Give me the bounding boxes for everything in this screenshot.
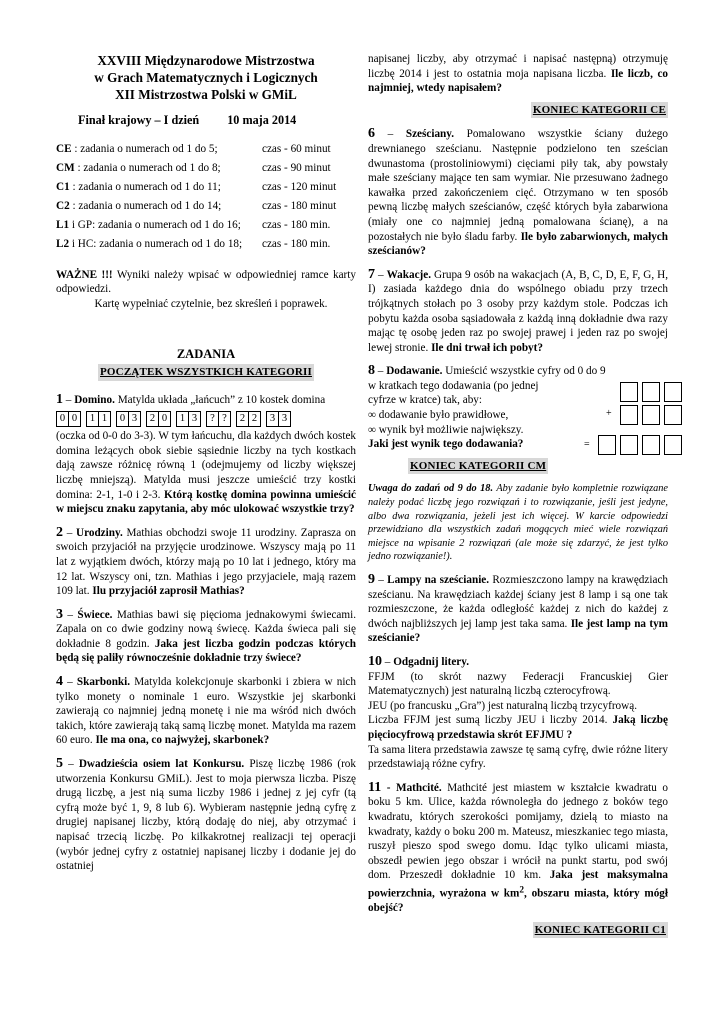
problem-8: 8 – Dodawanie. Umieścić wszystkie cyfry od 0 do 9 w kratkach tego dodawania (po jednej cyfrze w kratce) tak, aby: ∞ dodawanie było prawidłowe, ∞ wynik był możliwie największy. Jaki jest wynik tego dodawania? + = <box>368 364 668 452</box>
domino-tile-unknown: ? ? <box>206 411 231 427</box>
digit-box <box>664 405 682 425</box>
end-ce-banner: KONIEC KATEGORII CE <box>531 102 668 119</box>
title-line-1: XXVIII Międzynarodowe Mistrzostwa <box>97 53 315 68</box>
category-row: CE : zadania o numerach od 1 do 5; czas - 60 minut <box>56 142 331 155</box>
end-c1-banner: KONIEC KATEGORII C1 <box>533 922 668 939</box>
problem-6: 6 – Sześciany. Pomalowano wszystkie ściany dużego drewnianego sześcianu. Następnie podzielono ten sześcian dwunastoma (prostoliniowymi) cięciami piły tak, aby powstały małe sześciany mające ten sam wymiar. Nie przesuwano żadnego kawałka przed zakończeniem cięć. Otrzymano w ten sposób pewną liczbę małych sześcianów, część których była zabarwiona (miały one co najmniej jedną pomalowana ścianę), a na pozostałych nie było śladu farby. Ile było zabarwionych, małych sześcianów? <box>368 126 668 258</box>
domino-tile: 3 3 <box>266 411 291 427</box>
problem-11: 11 - Mathcité. Mathcité jest miastem w kształcie kwadratu o boku 5 km. Ulice, każda równoległa do jednego z boków tego kwadratu, których szerokości pomijamy, dzielą to miasto na kwadraty, każdy o boku 200 m. Mateusz, mieszkaniec tego miasta, ruszył pieszo spod swego domu. Idąc tylko ulicami miasta, obszedł pewien jego obszar i wrócił na punkt startu, pod swój dom. Przeszedł dokładnie 10 km. Jaka jest maksymalna powierzchnia, wyrażona w $km^2$, obszaru miasta, który mógł obejść? <box>368 779 668 915</box>
problem-10: 10 – Odgadnij litery. FFJM (to skrót nazwy Federacji Francuskiej Gier Matematycznych) jest naturalną liczbą czterocyfrową. JEU (po francusku „Gra”) jest naturalną liczbą trzycyfrową. Liczba FFJM jest sumą liczby JEU i liczby 2014. Jaką liczbę pięciocyfrową przedstawia skrót EFJMU ? Ta sama litera przedstawia zawsze tę samą cyfrę, dwie różne litery przedstawiają różne cyfry. <box>368 653 668 771</box>
category-row: L1 i GP: zadania o numerach od 1 do 16; czas - 180 min. <box>56 218 331 231</box>
end-c1-banner-wrap <box>368 922 668 939</box>
domino-tile: 0 0 <box>56 411 81 427</box>
date: 10 maja 2014 <box>227 113 297 127</box>
problem-9: 9 – Lampy na sześcianie. Rozmieszczono lampy na krawędziach sześcianu. Na krawędziach każdej ściany jest 8 lamp i są one tak rozmieszczone, że każda odległość każdej z nich do każdej z dwóch najbliższych jej lamp jest taka sama. Ile jest lamp na tym sześcianie? <box>368 572 668 645</box>
problem-5-continued: napisanej liczby, aby otrzymać i napisać następną) otrzymuję liczbę 2014 i jest to ostatnia moja napisana liczba. Ile liczb, co najmniej, wtedy napisałem? <box>368 53 668 95</box>
addition-grid <box>584 380 682 458</box>
final-label: Finał krajowy – I dzień <box>78 113 200 127</box>
digit-box <box>620 405 638 425</box>
categories-list <box>56 140 356 254</box>
domino-tile: 1 3 <box>176 411 201 427</box>
problem-2: 2 – Urodziny. Mathias obchodzi swoje 11 urodziny. Zaprasza on swoich przyjaciół na przyjęcie urodzinowe. Wszyscy mają po 11 lat z wyjątkiem dwóch, którzy mają po 10 lat i jednego, który ma 12 lat. Wszyscy oni, tzn. Mathias i jego przyjaciele, mają razem 109 lat. Ilu przyjaciół zaprosił Mathias? <box>56 524 357 598</box>
end-cm-banner: KONIEC KATEGORII CM <box>408 458 548 475</box>
digit-box <box>664 435 682 455</box>
problem-3: 3 – Świece. Mathias bawi się pięcioma jednakowymi świecami. Zapala on co dwie godziny nową świecę. Każda świeca pali się dokładnie 8 godzin. Jaka jest liczba godzin podczas których będą się paliły równocześnie dokładnie trzy świece? <box>56 606 356 665</box>
digit-box <box>620 435 638 455</box>
title-line-2: w Grach Matematycznych i Logicznych <box>94 70 318 85</box>
title-line-3: XII Mistrzostwa Polski w GMiL <box>115 87 297 102</box>
start-all-banner: POCZĄTEK WSZYSTKICH KATEGORII <box>98 364 314 381</box>
digit-box <box>664 382 682 402</box>
right-column <box>368 52 668 938</box>
domino-tile: 2 2 <box>236 411 261 427</box>
domino-tile: 2 0 <box>146 411 171 427</box>
category-row: C1 : zadania o numerach od 1 do 11; czas - 120 minut <box>56 180 337 193</box>
end-cm-banner-wrap <box>368 458 668 475</box>
problem-7: 7 – Wakacje. Grupa 9 osób na wakacjach (A, B, C, D, E, F, G, H, I) zasiada każdego dnia do wspólnego obiadu przy trzech trójkątnych stołach po 3 osoby przy każdym stole. Podczas ich pobytu każda osoba sąsiadowała z każdą inną dokładnie dwa razy mając tę osobę jeden raz po swojej prawej i jeden raz po swojej lewej stronie. Ile dni trwał ich pobyt? <box>368 266 669 354</box>
category-row: L2 i HC: zadania o numerach od 1 do 18; czas - 180 min. <box>56 237 331 250</box>
equals-sign: = <box>584 438 590 450</box>
end-ce-banner-wrap <box>368 102 668 119</box>
notice: WAŻNE !!! Wyniki należy wpisać w odpowiedniej ramce karty odpowiedzi. <box>56 268 356 296</box>
domino-tile: 1 1 <box>86 411 111 427</box>
digit-box <box>642 435 660 455</box>
category-row: C2 : zadania o numerach od 1 do 14; czas - 180 minut <box>56 199 337 212</box>
final-line <box>56 113 356 128</box>
digit-box <box>642 405 660 425</box>
digit-box <box>620 382 638 402</box>
problem-4: 4 – Skarbonki. Matylda kolekcjonuje skarbonki i zbiera w nich tylko monety o nominale 1 euro. Wszystkie jej skarbonki zawierają co najmniej jedną monetę i nie ma wśród nich dwóch takich, które zawierają taką samą liczbę monet. Matylda ma razem 60 euro. Ile ma ona, co najwyżej, skarbonek? <box>56 674 356 747</box>
domino-chain <box>56 411 356 427</box>
left-column <box>56 52 356 874</box>
notice-line-2: Kartę wypełniać czytelnie, bez skreśleń i poprawek. <box>94 297 328 310</box>
problem-1: 1 – Domino. Matylda układa „łańcuch” z 10 kostek domina 0 0 1 1 0 3 2 0 1 3 ? ? 2 2 3 3 (oczka od 0-0 do 3-3). W tym łańcuchu, dla każdych dwóch kostek domina leżących obok siebie sąsiednie liczby na tych kostkach dają zawsze różnicę równą 1 (odejmujemy od liczby większej liczbę mniejszą). Matylda musi jeszcze umieścić trzy kostki domina: 2-1, 1-0 i 2-3. Którą kostkę domina powinna umieścić w miejscu znaku zapytania, aby móc ulokować wszystkie trzy? <box>56 391 357 516</box>
note-9-18: Uwaga do zadań od 9 do 18. Aby zadanie było kompletnie rozwiązane należy podać liczbę jego rozwiązań i to rozwiązanie, jeśli jest jedyne, albo dwa rozwiązania, jeżeli jest ich więcej. W karcie odpowiedzi przewidziano dla wszystkich zadań mogących mieć wiele rozwiązań miejsce na wpisanie 2 rozwiązań (ale może się zdarzyć, że jest tylko jedno rozwiązanie!). <box>368 483 668 563</box>
digit-box <box>598 435 616 455</box>
problem-5: 5 – Dwadzieścia osiem lat Konkursu. Piszę liczbę 1986 (rok utworzenia Konkursu GMiL). Jest to moja pierwsza liczba. Piszę drugą liczbę, a jest nią suma liczby 1986 i jednej z jej cyfr (tą cyfrą może być 1, 9, 8 lub 6). Wybieram następnie jedną cyfrę z drugiej napisanej liczby, którą dodaję do niej, aby otrzymać i napisać trzecią liczbę. Po kilkakrotnej realizacji tej operacji (wybór jednej cyfry z ostatniej napisanej liczby i dodanie jej do ostatniej <box>56 756 356 873</box>
plus-sign: + <box>606 408 612 420</box>
domino-tile: 0 3 <box>116 411 141 427</box>
digit-box <box>642 382 660 402</box>
category-row: CM : zadania o numerach od 1 do 8; czas - 90 minut <box>56 161 331 174</box>
zadania-heading: ZADANIA <box>176 347 236 362</box>
